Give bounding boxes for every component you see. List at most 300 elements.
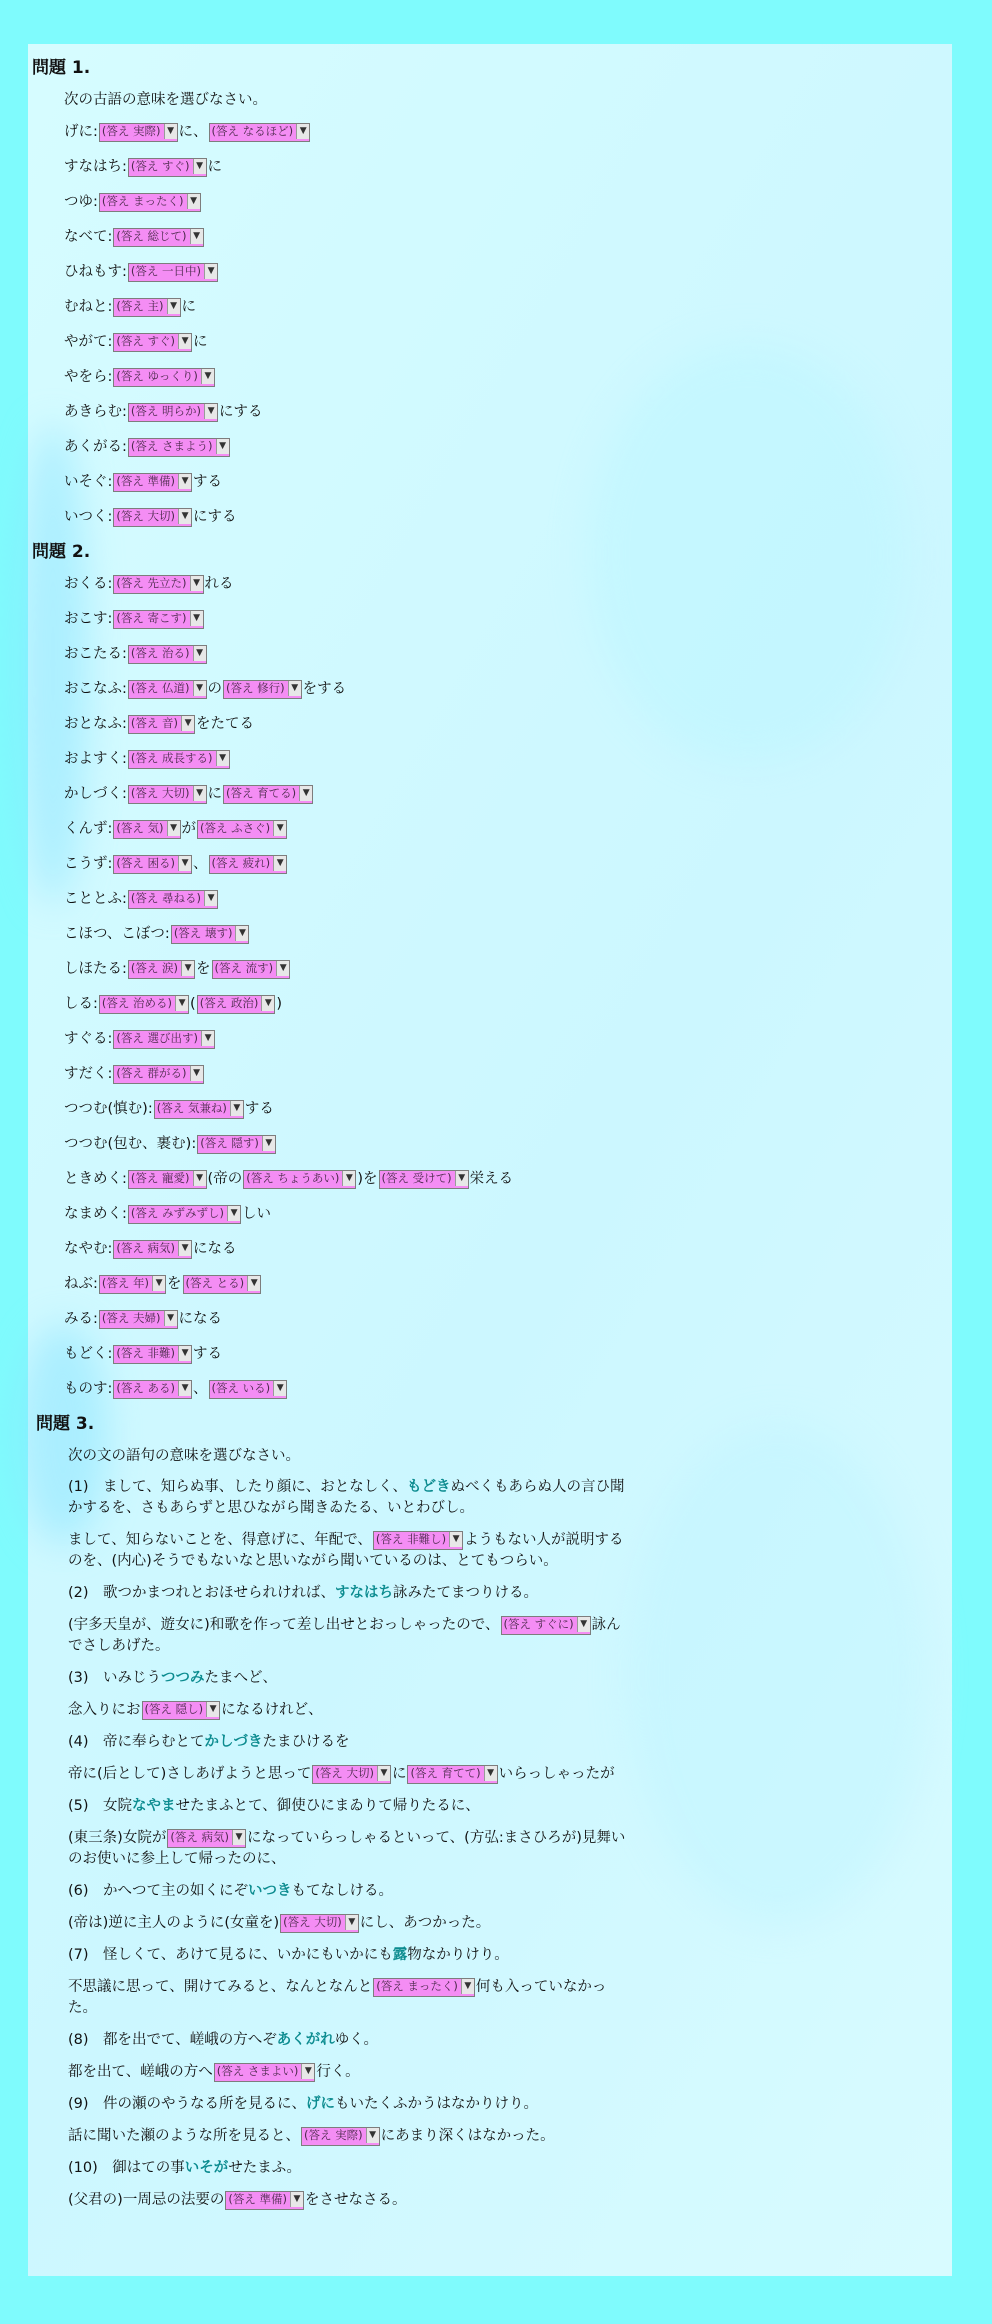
answer-dropdown-value: (答え さまよい)	[216, 2063, 299, 2078]
row-suffix: 栄える	[469, 1171, 514, 1187]
term-label: くんず:	[64, 821, 113, 837]
term-row	[64, 1273, 952, 1295]
term-row	[64, 888, 952, 910]
answer-dropdown[interactable]	[209, 1380, 288, 1399]
answer-dropdown-value: (答え 非難し)	[375, 1531, 447, 1546]
sentence-text: たまひけるを	[262, 1734, 350, 1750]
answer-dropdown-value: (答え 育てて)	[410, 1765, 481, 1780]
chevron-down-icon: ▼	[299, 786, 312, 801]
answer-dropdown[interactable]	[99, 995, 189, 1014]
answer-dropdown[interactable]	[99, 123, 178, 142]
chevron-down-icon: ▼	[216, 751, 229, 766]
answer-dropdown[interactable]	[301, 2127, 380, 2146]
row-suffix: にする	[193, 509, 237, 525]
translation-sentence	[68, 1615, 628, 1657]
term-label: およすく:	[64, 751, 127, 767]
answer-dropdown-value: (答え 治る)	[130, 645, 190, 660]
chevron-down-icon: ▼	[377, 1766, 390, 1781]
term-label: かしづく:	[64, 786, 127, 802]
chevron-down-icon: ▼	[273, 856, 286, 871]
answer-dropdown[interactable]	[209, 855, 288, 874]
term-row	[64, 678, 952, 700]
translation-text: にあまり深くはなかった。	[380, 2128, 555, 2144]
answer-dropdown[interactable]	[223, 785, 313, 804]
answer-dropdown[interactable]	[113, 508, 192, 527]
answer-dropdown-value: (答え 非難)	[116, 1345, 176, 1360]
translation-text: 不思議に思って、開けてみると、なんとなんと	[68, 1979, 373, 1995]
highlighted-keyword: つつみ	[161, 1670, 205, 1686]
term-row	[64, 923, 952, 945]
answer-dropdown[interactable]	[128, 158, 207, 177]
answer-dropdown[interactable]	[99, 1275, 166, 1294]
answer-dropdown[interactable]	[280, 1914, 359, 1933]
highlighted-keyword: なやま	[132, 1798, 176, 1814]
row-text: )を	[357, 1171, 378, 1187]
chevron-down-icon: ▼	[193, 646, 206, 661]
row-suffix: )	[276, 996, 283, 1012]
translation-text: ようもない人が説明するのを、(内心)そうでもないなと思いながら聞いているのは、とてもつらい。	[68, 1532, 624, 1569]
term-row	[64, 853, 952, 875]
answer-dropdown-value: (答え 修行)	[226, 680, 285, 695]
term-label: こととふ:	[64, 891, 127, 907]
chevron-down-icon: ▼	[178, 474, 191, 489]
answer-dropdown-value: (答え すぐに)	[503, 1616, 574, 1631]
term-row	[64, 121, 952, 143]
chevron-down-icon: ▼	[178, 1381, 191, 1396]
row-text: 、	[193, 1381, 208, 1397]
highlighted-keyword: いそが	[184, 2160, 229, 2176]
answer-dropdown-value: (答え 準備)	[228, 2191, 287, 2206]
answer-dropdown[interactable]	[501, 1616, 591, 1635]
answer-dropdown-value: (答え 受けて)	[381, 1170, 452, 1185]
translation-text: 行く。	[316, 2064, 360, 2080]
term-row	[64, 506, 952, 528]
chevron-down-icon: ▼	[288, 681, 301, 696]
term-label: いつく:	[64, 509, 113, 525]
answer-dropdown[interactable]	[214, 2063, 316, 2082]
translation-text: (帝は)逆に主人のように(女童を)	[68, 1915, 280, 1931]
answer-dropdown[interactable]	[128, 438, 230, 457]
chevron-down-icon: ▼	[366, 2128, 379, 2143]
chevron-down-icon: ▼	[152, 1276, 165, 1291]
term-label: ひねもす:	[64, 264, 127, 280]
term-label: ものす:	[64, 1381, 113, 1397]
answer-dropdown[interactable]	[128, 750, 230, 769]
chevron-down-icon: ▼	[190, 576, 203, 591]
chevron-down-icon: ▼	[227, 1206, 240, 1221]
answer-dropdown-value: (答え 尋ねる)	[130, 890, 202, 905]
answer-dropdown-value: (答え 音)	[130, 715, 179, 730]
answer-dropdown-value: (答え 大切)	[283, 1914, 342, 1929]
row-suffix: になる	[178, 1311, 223, 1327]
chevron-down-icon: ▼	[178, 334, 191, 349]
classical-sentence	[68, 1945, 628, 1966]
answer-dropdown[interactable]	[128, 680, 207, 699]
answer-dropdown[interactable]	[312, 1765, 391, 1784]
translation-text: まして、知らないことを、得意げに、年配で、	[68, 1532, 372, 1548]
quiz-panel	[28, 44, 952, 2276]
answer-dropdown[interactable]	[113, 575, 203, 594]
answer-dropdown[interactable]	[373, 1531, 463, 1550]
answer-dropdown[interactable]	[113, 1345, 192, 1364]
answer-dropdown[interactable]	[373, 1978, 475, 1997]
answer-dropdown[interactable]	[99, 1310, 178, 1329]
answer-dropdown[interactable]	[197, 1135, 276, 1154]
sentence-text: せたまふ。	[228, 2160, 302, 2176]
term-row	[64, 296, 952, 318]
sentence-text: (6) かへつて主の如くにぞ	[68, 1883, 249, 1899]
term-row	[64, 993, 952, 1015]
answer-dropdown[interactable]	[142, 1701, 221, 1720]
chevron-down-icon: ▼	[273, 1381, 286, 1396]
row-suffix: に	[193, 334, 208, 350]
classical-sentence	[68, 2030, 628, 2051]
term-row	[64, 1378, 952, 1400]
answer-dropdown[interactable]	[128, 890, 218, 909]
term-row	[64, 156, 952, 178]
answer-dropdown-value: (答え 壊す)	[173, 925, 233, 940]
translation-text: 何も入っていなかった。	[68, 1979, 607, 2016]
chevron-down-icon: ▼	[204, 891, 217, 906]
term-label: すだく:	[64, 1066, 113, 1082]
term-row	[64, 713, 952, 735]
chevron-down-icon: ▼	[449, 1532, 462, 1547]
answer-dropdown-value: (答え さまよう)	[130, 438, 213, 453]
highlighted-keyword: いつき	[248, 1883, 292, 1899]
sentence-text: (8) 都を出でて、嵯峨の方へぞ	[68, 2032, 277, 2048]
answer-dropdown[interactable]	[128, 263, 218, 282]
chevron-down-icon: ▼	[193, 681, 206, 696]
classical-sentence	[68, 1668, 628, 1689]
row-suffix: になる	[193, 1241, 237, 1257]
answer-dropdown-value: (答え すぐ)	[116, 333, 176, 348]
answer-dropdown[interactable]	[113, 228, 203, 247]
term-label: やがて:	[64, 334, 113, 350]
answer-dropdown[interactable]	[128, 645, 207, 664]
sentence-text: 詠みたてまつりける。	[393, 1585, 539, 1601]
term-label: みる:	[64, 1311, 98, 1327]
chevron-down-icon: ▼	[206, 1702, 219, 1717]
term-row	[64, 748, 952, 770]
answer-dropdown-value: (答え 大切)	[116, 508, 176, 523]
answer-dropdown-value: (答え 育てる)	[226, 785, 297, 800]
answer-dropdown[interactable]	[183, 1275, 262, 1294]
chevron-down-icon: ▼	[204, 404, 217, 419]
term-label: おこたる:	[64, 646, 127, 662]
chevron-down-icon: ▼	[181, 961, 194, 976]
answer-dropdown[interactable]	[113, 1065, 203, 1084]
classical-sentence	[68, 1796, 628, 1817]
highlighted-keyword: 露	[392, 1947, 408, 1963]
chevron-down-icon: ▼	[301, 2064, 314, 2079]
term-row	[64, 366, 952, 388]
answer-dropdown[interactable]	[171, 925, 250, 944]
term-label: なやむ:	[64, 1241, 113, 1257]
translation-sentence	[68, 1700, 628, 1721]
translation-text: にし、あつかった。	[359, 1915, 491, 1931]
term-label: すなはち:	[64, 159, 127, 175]
translation-text: (宇多天皇が、遊女に)和歌を作って差し出せとおっしゃったので、	[68, 1617, 500, 1633]
answer-dropdown-value: (答え ある)	[116, 1380, 176, 1395]
chevron-down-icon: ▼	[290, 2192, 303, 2207]
term-row	[64, 1028, 952, 1050]
chevron-down-icon: ▼	[164, 124, 177, 139]
highlighted-keyword: かしづき	[204, 1734, 263, 1750]
answer-dropdown-value: (答え 実際)	[101, 123, 161, 138]
chevron-down-icon: ▼	[178, 1241, 191, 1256]
term-label: つつむ(包む、裹む):	[64, 1136, 197, 1152]
highlighted-keyword: すなはち	[335, 1585, 394, 1601]
sentence-text: (1) まして、知らぬ事、したり顔に、おとなしく、	[68, 1479, 407, 1495]
highlighted-keyword: もどき	[406, 1479, 451, 1495]
term-row	[64, 958, 952, 980]
answer-dropdown[interactable]	[197, 820, 287, 839]
term-label: なまめく:	[64, 1206, 127, 1222]
translation-text: 都を出て、嵯峨の方へ	[68, 2064, 213, 2080]
term-label: つつむ(慎む):	[64, 1101, 153, 1117]
term-row	[64, 1168, 952, 1190]
term-label: おとなふ:	[64, 716, 127, 732]
chevron-down-icon: ▼	[164, 1311, 177, 1326]
row-suffix: しい	[242, 1206, 272, 1222]
chevron-down-icon: ▼	[342, 1171, 355, 1186]
question-1-section	[32, 57, 952, 528]
row-text: が	[181, 821, 197, 837]
sentence-text: (4) 帝に奉らむとて	[68, 1734, 205, 1750]
term-label: ときめく:	[64, 1171, 127, 1187]
answer-dropdown-value: (答え 政治)	[199, 995, 259, 1010]
answer-dropdown-value: (答え 涙)	[130, 960, 179, 975]
answer-dropdown-value: (答え なるほど)	[211, 123, 294, 138]
chevron-down-icon: ▼	[262, 1136, 275, 1151]
term-row	[64, 226, 952, 248]
answer-dropdown[interactable]	[113, 473, 192, 492]
answer-dropdown-value: (答え まったく)	[101, 193, 184, 208]
term-label: こうず:	[64, 856, 113, 872]
chevron-down-icon: ▼	[167, 299, 180, 314]
question-2-title: 問題 2.	[32, 542, 91, 562]
answer-dropdown[interactable]	[225, 2191, 304, 2210]
classical-sentence	[68, 1732, 628, 1753]
sentence-text: (7) 怪しくて、あけて見るに、いかにもいかにも	[68, 1947, 393, 1963]
answer-dropdown[interactable]	[113, 298, 180, 317]
sentence-text: ぬべくもあらぬ人の言ひ聞かするを、さもあらずと思ひながら聞きゐたる、いとわびし。	[68, 1479, 625, 1516]
answer-dropdown-value: (答え 病気)	[170, 1829, 229, 1844]
answer-dropdown[interactable]	[113, 1380, 192, 1399]
answer-dropdown-value: (答え 選び出す)	[116, 1030, 199, 1045]
term-label: ねぶ:	[64, 1276, 98, 1292]
term-label: むねと:	[64, 299, 113, 315]
term-label: あくがる:	[64, 439, 127, 455]
term-label: もどく:	[64, 1346, 113, 1362]
term-row	[64, 1133, 952, 1155]
sentence-text: もいたくふかうはなかりけり。	[335, 2096, 539, 2112]
answer-dropdown-value: (答え 寄こす)	[116, 610, 187, 625]
row-suffix: する	[244, 1101, 274, 1117]
term-row	[64, 643, 952, 665]
term-row	[64, 261, 952, 283]
row-suffix: をたてる	[196, 716, 255, 732]
answer-dropdown[interactable]	[197, 995, 276, 1014]
answer-dropdown-value: (答え 先立た)	[116, 575, 187, 590]
question-2-section	[32, 541, 952, 1400]
translation-text: 詠んでさしあげた。	[68, 1617, 621, 1654]
term-label: こほつ、こぼつ:	[64, 926, 170, 942]
row-suffix: をする	[302, 681, 347, 697]
translation-text: に	[391, 1766, 407, 1782]
answer-dropdown[interactable]	[128, 1170, 207, 1189]
answer-dropdown[interactable]	[379, 1170, 469, 1189]
translation-text: (東三条)女院が	[68, 1830, 167, 1846]
answer-dropdown-value: (答え 仏道)	[130, 680, 190, 695]
chevron-down-icon: ▼	[178, 1346, 191, 1361]
question-3-instruction: 次の文の語句の意味を選びなさい。	[68, 1448, 300, 1464]
answer-dropdown[interactable]	[243, 1170, 356, 1189]
answer-dropdown-value: (答え 病気)	[116, 1240, 176, 1255]
translation-sentence	[68, 1913, 628, 1934]
classical-sentence	[68, 2094, 628, 2115]
highlighted-keyword: げに	[306, 2096, 336, 2112]
translation-text: 念入りにお	[68, 1702, 141, 1718]
answer-dropdown-value: (答え 成長する)	[130, 750, 213, 765]
term-row	[64, 818, 952, 840]
chevron-down-icon: ▼	[455, 1171, 468, 1186]
answer-dropdown-value: (答え 疲れ)	[211, 855, 271, 870]
term-label: おこなふ:	[64, 681, 127, 697]
term-row	[64, 471, 952, 493]
chevron-down-icon: ▼	[247, 1276, 260, 1291]
chevron-down-icon: ▼	[175, 996, 188, 1011]
chevron-down-icon: ▼	[232, 1830, 245, 1845]
row-text: に	[207, 786, 223, 802]
term-row	[64, 401, 952, 423]
answer-dropdown[interactable]	[128, 785, 207, 804]
answer-dropdown-value: (答え 明らか)	[130, 403, 202, 418]
translation-text: 帝に(后として)さしあげようと思って	[68, 1766, 312, 1782]
classical-sentence	[68, 1583, 628, 1604]
row-suffix: に	[207, 159, 223, 175]
sentence-text: (9) 件の瀬のやうなる所を見るに、	[68, 2096, 307, 2112]
chevron-down-icon: ▼	[345, 1915, 358, 1930]
chevron-down-icon: ▼	[484, 1766, 497, 1781]
translation-sentence	[68, 1977, 628, 2019]
term-label: しほたる:	[64, 961, 127, 977]
row-text: (	[190, 996, 196, 1012]
answer-dropdown-value: (答え いる)	[211, 1380, 271, 1395]
chevron-down-icon: ▼	[181, 716, 194, 731]
answer-dropdown[interactable]	[128, 960, 195, 979]
question-1-instruction: 次の古語の意味を選びなさい。	[64, 92, 267, 108]
term-row	[64, 573, 952, 595]
term-label: すぐる:	[64, 1031, 113, 1047]
classical-sentence	[68, 1477, 628, 1519]
term-label: しる:	[64, 996, 98, 1012]
answer-dropdown-value: (答え とる)	[185, 1275, 245, 1290]
answer-dropdown[interactable]	[113, 333, 192, 352]
sentence-text: 物なかりけり。	[407, 1947, 509, 1963]
sentence-text: ゆく。	[334, 2032, 378, 2048]
term-label: つゆ:	[64, 194, 98, 210]
row-suffix: れる	[204, 576, 234, 592]
sentence-text: (2) 歌つかまつれとおほせられければ、	[68, 1585, 336, 1601]
answer-dropdown[interactable]	[128, 715, 195, 734]
answer-dropdown[interactable]	[113, 820, 180, 839]
answer-dropdown[interactable]	[113, 855, 192, 874]
question-1-title: 問題 1.	[32, 58, 91, 78]
translation-text: (父君の)一周忌の法要の	[68, 2192, 225, 2208]
sentence-text: (10) 御はての事	[68, 2160, 185, 2176]
row-text: を	[167, 1276, 182, 1292]
chevron-down-icon: ▼	[273, 821, 286, 836]
answer-dropdown-value: (答え 大切)	[315, 1765, 374, 1780]
term-row	[64, 191, 952, 213]
translation-text: をさせなさる。	[304, 2192, 407, 2208]
sentence-text: たまへど、	[204, 1670, 278, 1686]
answer-dropdown[interactable]	[128, 1205, 241, 1224]
chevron-down-icon: ▼	[167, 821, 180, 836]
answer-dropdown[interactable]	[154, 1100, 244, 1119]
answer-dropdown-value: (答え ふさぐ)	[200, 820, 271, 835]
answer-dropdown-value: (答え ゆっくり)	[116, 368, 198, 383]
term-label: げに:	[64, 124, 98, 140]
answer-dropdown[interactable]	[212, 960, 291, 979]
chevron-down-icon: ▼	[178, 856, 191, 871]
answer-dropdown[interactable]	[113, 1030, 215, 1049]
answer-dropdown-value: (答え 気)	[116, 820, 164, 835]
answer-dropdown-value: (答え 夫婦)	[101, 1310, 161, 1325]
chevron-down-icon: ▼	[193, 786, 206, 801]
chevron-down-icon: ▼	[193, 1171, 206, 1186]
answer-dropdown[interactable]	[113, 368, 215, 387]
term-row	[64, 1063, 952, 1085]
answer-dropdown-value: (答え 年)	[101, 1275, 150, 1290]
row-text: の	[207, 681, 223, 697]
chevron-down-icon: ▼	[193, 159, 206, 174]
question-1-list	[64, 121, 952, 528]
answer-dropdown[interactable]	[167, 1829, 246, 1848]
answer-dropdown-value: (答え 隠す)	[200, 1135, 259, 1150]
sentence-text: (3) いみじう	[68, 1670, 162, 1686]
answer-dropdown-value: (答え ちょうあい)	[246, 1170, 340, 1185]
translation-sentence	[68, 1530, 628, 1572]
answer-dropdown-value: (答え 実際)	[304, 2127, 363, 2142]
chevron-down-icon: ▼	[201, 369, 214, 384]
translation-text: になるけれど、	[221, 1702, 323, 1718]
row-text: 、	[193, 856, 208, 872]
question-3-section	[36, 1413, 952, 2211]
highlighted-keyword: あくがれ	[276, 2032, 335, 2048]
translation-sentence	[68, 2062, 628, 2083]
answer-dropdown[interactable]	[99, 193, 201, 212]
chevron-down-icon: ▼	[577, 1617, 590, 1632]
answer-dropdown[interactable]	[407, 1765, 497, 1784]
term-label: あきらむ:	[64, 404, 127, 420]
chevron-down-icon: ▼	[296, 124, 309, 139]
answer-dropdown[interactable]	[113, 610, 203, 629]
answer-dropdown[interactable]	[223, 680, 302, 699]
answer-dropdown-value: (答え 一日中)	[130, 263, 202, 278]
translation-text: 話に聞いた瀬のような所を見ると、	[68, 2128, 300, 2144]
chevron-down-icon: ▼	[216, 439, 229, 454]
answer-dropdown-value: (答え 群がる)	[116, 1065, 187, 1080]
answer-dropdown[interactable]	[113, 1240, 192, 1259]
answer-dropdown[interactable]	[128, 403, 218, 422]
chevron-down-icon: ▼	[230, 1101, 243, 1116]
term-label: やをら:	[64, 369, 113, 385]
row-text: を	[196, 961, 211, 977]
row-suffix: にする	[219, 404, 263, 420]
answer-dropdown[interactable]	[209, 123, 311, 142]
